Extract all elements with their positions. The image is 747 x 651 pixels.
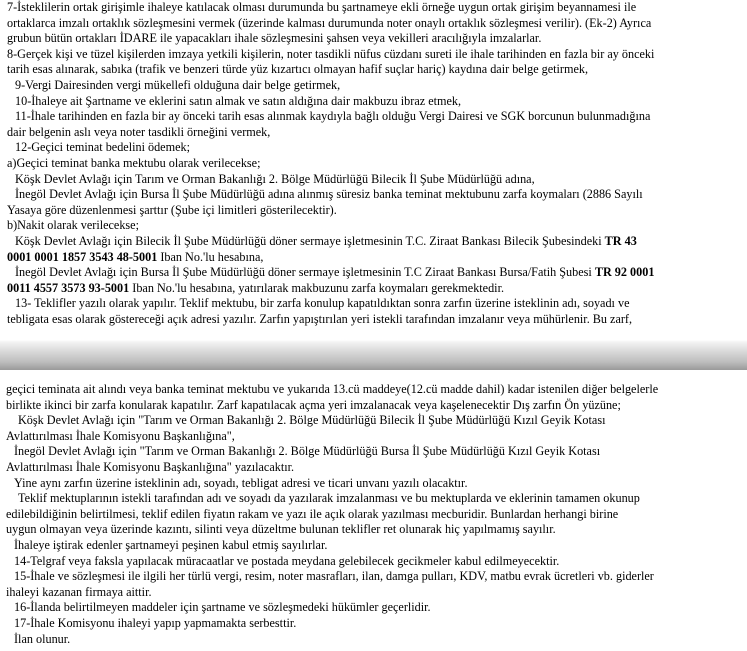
iban-text: TR 92 0001 (594, 265, 655, 280)
text-line: İlan olunur. (14, 631, 71, 646)
text-line: 17-İhale Komisyonu ihaleyi yapıp yapmamakta serbesttir. (14, 615, 297, 630)
text-line: b)Nakit olarak verilecekse; (7, 218, 139, 233)
text-line: 7-İsteklilerin ortak girişimle ihaleye katılacak olması durumunda bu şartnameye ekli örneğe uygun ortak girişim beyannamesi ile (7, 0, 637, 14)
text-line: 16-İlanda belirtilmeyen maddeler için şartname ve sözleşmedeki hükümler geçerlidir. (14, 600, 431, 615)
text-line: ihaleyi kazanan firmaya aittir. (6, 584, 152, 599)
text-line: Teklif mektuplarının istekli tarafından adı ve soyadı da yazılarak imzalanması ve bu mektuplarda ve eklerinin tamamen okunup (18, 491, 640, 506)
text-line: geçici teminata ait alındı veya banka teminat mektubu ve yukarıda 13.cü maddeye(12.cü madde dahil) kadar istenilen diğer belgelerle (6, 382, 659, 396)
text-line: 14-Telgraf veya faksla yapılacak müracaatlar ve postada meydana gelebilecek gecikmeler kabul edilmeyecektir. (14, 553, 560, 568)
text-line: Köşk Devlet Avlağı için Bilecik İl Şube Müdürlüğü döner sermaye işletmesinin T.C. Ziraat Bankası Bilecik Şubesindeki TR 43 (15, 233, 637, 248)
text-line: Köşk Devlet Avlağı için Tarım ve Orman Bakanlığı 2. Bölge Müdürlüğü Bilecik İl Şube Müdürlüğü adına, (15, 171, 535, 186)
text-line: İnegöl Devlet Avlağı için Bursa İl Şube Müdürlüğü döner sermaye işletmesinin T.C Ziraat Bankası Bursa/Fatih Şubesi TR 92 0001 (15, 265, 655, 280)
text-line: İhaleye iştirak edenler şartnameyi peşinen kabul etmiş sayılırlar. (14, 537, 328, 552)
text-line: 11-İhale tarihinden en fazla bir ay önceki tarih esas alınmak kaydıyla bağlı olduğu Vergi Dairesi ve SGK borcunun bulunmadığına (15, 109, 651, 124)
text-line: 0001 0001 1857 3543 48-5001 Iban No.'lu hesabına, (7, 249, 264, 264)
text-line: Köşk Devlet Avlağı için "Tarım ve Orman Bakanlığı 2. Bölge Müdürlüğü Bilecik İl Şube Müdürlüğü Kızıl Geyik Kotası (18, 413, 606, 428)
text-line: 8-Gerçek kişi ve tüzel kişilerden imzaya yetkili kişilerin, noter tasdikli nüfus cüzdanı sureti ile ihale tarihinden en fazla bir ay önceki (7, 46, 655, 61)
iban-text: 0001 0001 1857 3543 48-5001 (7, 249, 158, 264)
iban-text: 0011 4557 3573 93-5001 (7, 280, 130, 295)
text-line: tebligata esas olarak göstereceği açık adresi yazılır. Zarfın yapıştırılan yeri istekli tarafından imzalanır veya mühürlenir. Bu zarf, (7, 311, 633, 326)
page-divider (0, 340, 747, 370)
text-line: Yine aynı zarfın üzerine isteklinin adı, soyadı, tebligat adresi ve ticari unvanı yazılı olacaktır. (14, 475, 468, 490)
text-line: a)Geçici teminat banka mektubu olarak verilecekse; (7, 155, 261, 170)
text-line: 9-Vergi Dairesinden vergi mükellefi olduğuna dair belge getirmek, (15, 77, 341, 92)
text-line: grubun bütün ortakları İDARE ile yapacakları ihale sözleşmesini şahsen veya vekilleri aracılığıyla imzalarlar. (7, 31, 542, 46)
text-line: birlikte ikinci bir zarfa konularak kapatılır. Zarf kapatılacak açma yeri imzalanacak veya kaşelenecektir Dış zarfın Ön yüzüne; (6, 397, 621, 412)
text-line: 0011 4557 3573 93-5001 Iban No.'lu hesabına, yatırılarak makbuzunu zarfa koymaları gerekmektedir. (7, 280, 505, 295)
text-line: 12-Geçici teminat bedelini ödemek; (15, 140, 190, 155)
document-page-bottom (0, 382, 747, 651)
text-line: Avlattırılması İhale Komisyonu Başkanlığına", (6, 428, 235, 443)
iban-text: TR 43 (604, 233, 637, 248)
text-line: 13- Teklifler yazılı olarak yapılır. Teklif mektubu, bir zarfa konulup kapatıldıktan sonra zarfın üzerine isteklinin adı, soyadı ve (15, 296, 630, 311)
text-line: 15-İhale ve sözleşmesi ile ilgili her türlü vergi, resim, noter masrafları, ilan, damga pulları, KDV, matbu evrak ücretleri vb. giderler (14, 569, 654, 584)
text-line: tarih esas alınarak, sabıka (trafik ve benzeri türde yüz kızartıcı olmayan hafif suçlar hariç) kaydına dair belge getirmek, (7, 62, 589, 77)
text-line: uygun olmayan veya üzerinde kazıntı, silinti veya düzeltme bulunan teklifler ret olunarak hiç yapılmamış sayılır. (6, 522, 556, 537)
text-line: ortaklarca imzalı ortaklık sözleşmesini vermek (üzerinde kalması durumunda noter onaylı ortaklık sözleşmesi verilir). (Ek-2) Ayrıca (7, 15, 652, 30)
text-line: İnegöl Devlet Avlağı için "Tarım ve Orman Bakanlığı 2. Bölge Müdürlüğü Bursa İl Şube Müdürlüğü Kızıl Geyik Kotası (14, 444, 601, 459)
text-line: İnegöl Devlet Avlağı için Bursa İl Şube Müdürlüğü adına alınmış süresiz banka teminat mektubunu zarfa koymaları (2886 Sayılı (15, 187, 643, 202)
text-line: 10-İhaleye ait Şartname ve eklerini satın almak ve satın aldığına dair makbuzu ibraz etmek, (15, 93, 462, 108)
text-line: dair belgenin aslı veya noter tasdikli örneğini vermek, (7, 124, 271, 139)
text-line: Yasaya göre düzenlenmesi şarttır (Şube içi limitleri gösterilecektir). (7, 202, 337, 217)
text-line: Avlattırılması İhale Komisyonu Başkanlığına" yazılacaktır. (6, 459, 295, 474)
text-line: edilebildiğinin belirtilmesi, teklif edilen fiyatın rakam ve yazı ile açık olarak yazılması mecburidir. Bunlardan herhangi birine (6, 506, 619, 521)
